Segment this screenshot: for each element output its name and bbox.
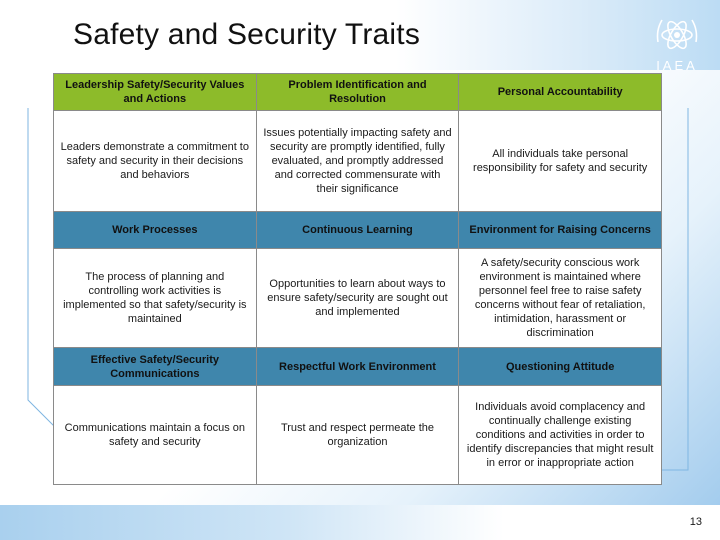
trait-header: Leadership Safety/Security Values and Actions — [54, 74, 257, 111]
traits-description-row — [54, 385, 662, 484]
iaea-logo — [652, 12, 702, 78]
trait-header: Work Processes — [54, 211, 257, 248]
trait-header: Questioning Attitude — [459, 348, 662, 385]
traits-header-row — [54, 348, 662, 385]
trait-description: Leaders demonstrate a commitment to safety and security in their decisions and behaviors — [54, 111, 257, 211]
trait-description: Opportunities to learn about ways to ensure safety/security are sought out and implemented — [256, 249, 459, 348]
trait-description: Communications maintain a focus on safety and security — [54, 385, 257, 484]
slide-title: Safety and Security Traits — [73, 18, 421, 51]
traits-description-row — [54, 111, 662, 211]
trait-header: Continuous Learning — [256, 211, 459, 248]
trait-description: Issues potentially impacting safety and security are promptly identified, fully evaluated, and promptly addressed and corrected commensurate with their significance — [256, 111, 459, 211]
trait-header: Effective Safety/Security Communications — [54, 348, 257, 385]
trait-header: Problem Identification and Resolution — [256, 74, 459, 111]
trait-header: Personal Accountability — [459, 74, 662, 111]
trait-header: Environment for Raising Concerns — [459, 211, 662, 248]
atom-emblem-icon — [652, 12, 702, 58]
page-number: 13 — [689, 516, 702, 528]
trait-header: Respectful Work Environment — [256, 348, 459, 385]
traits-header-row — [54, 74, 662, 111]
trait-description: All individuals take personal responsibility for safety and security — [459, 111, 662, 211]
traits-header-row — [54, 211, 662, 248]
logo-text: IAEA — [656, 58, 698, 73]
trait-description: Trust and respect permeate the organization — [256, 385, 459, 484]
traits-description-row — [54, 249, 662, 348]
traits-table — [53, 73, 662, 485]
trait-description: Individuals avoid complacency and continually challenge existing conditions and activities in order to identify discrepancies that might result in error or inappropriate action — [459, 385, 662, 484]
trait-description: A safety/security conscious work environment is maintained where personnel feel free to raise safety concerns without fear of retaliation, intimidation, harassment or discrimination — [459, 249, 662, 348]
trait-description: The process of planning and controlling work activities is implemented so that safety/security is maintained — [54, 249, 257, 348]
